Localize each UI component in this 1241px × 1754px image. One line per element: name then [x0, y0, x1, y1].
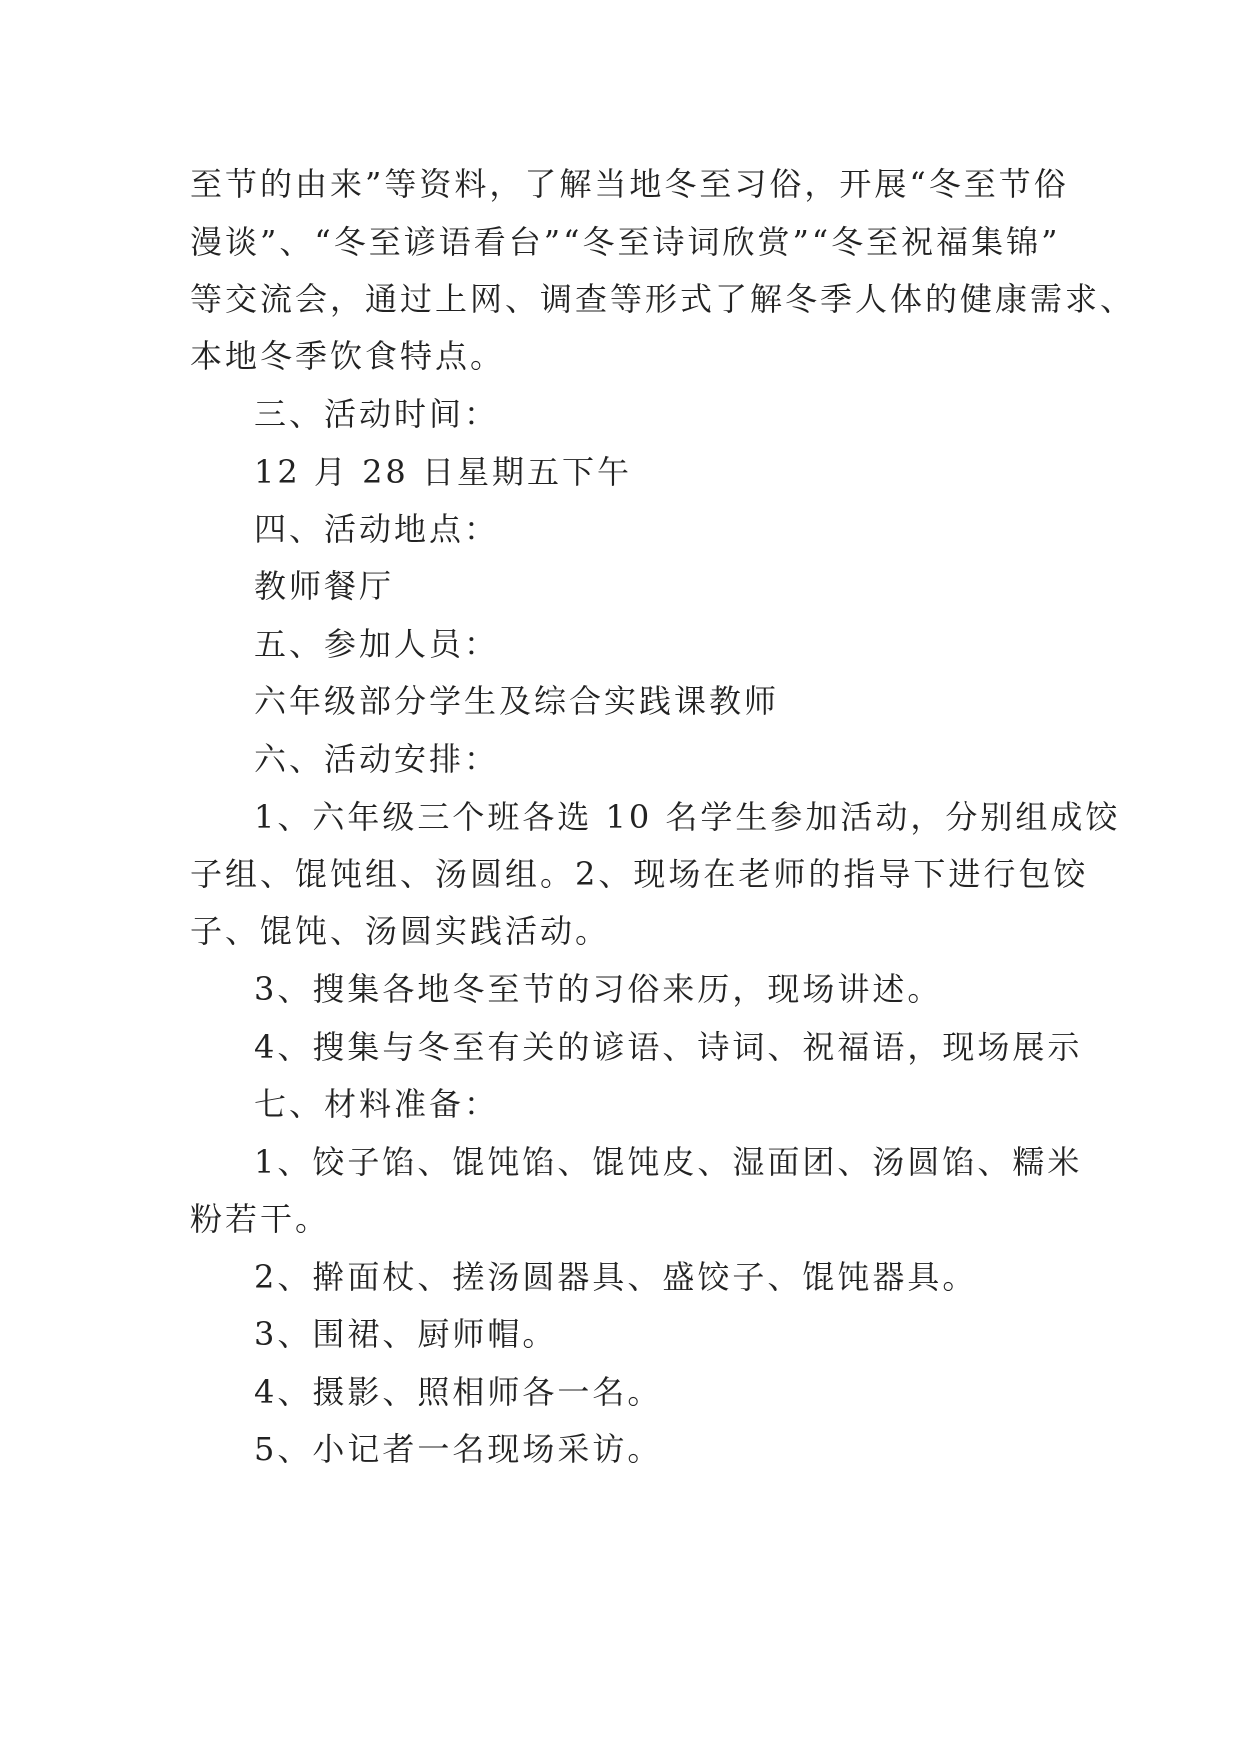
materials-item: 3、围裙、厨师帽。 [254, 1315, 558, 1353]
section-heading-time: 三、活动时间： [254, 395, 500, 433]
arrangement-item-continued: 子、馄饨、汤圆实践活动。 [190, 912, 611, 950]
section-heading-location: 四、活动地点： [254, 510, 500, 548]
materials-item: 5、小记者一名现场采访。 [254, 1430, 663, 1468]
arrangement-item: 4、搜集与冬至有关的谚语、诗词、祝福语，现场展示 [254, 1028, 1083, 1066]
section-heading-materials: 七、材料准备： [254, 1085, 500, 1123]
body-text-line: 等交流会，通过上网、调查等形式了解冬季人体的健康需求、 [190, 280, 1136, 318]
section-heading-arrangement: 六、活动安排： [254, 740, 500, 778]
materials-item: 2、擀面杖、搓汤圆器具、盛饺子、馄饨器具。 [254, 1258, 978, 1296]
arrangement-item: 3、搜集各地冬至节的习俗来历，现场讲述。 [254, 970, 943, 1008]
section-heading-participants: 五、参加人员： [254, 625, 500, 663]
arrangement-item: 1、六年级三个班各选 10 名学生参加活动，分别组成饺 [254, 798, 1121, 836]
activity-time: 12 月 28 日星期五下午 [254, 453, 632, 491]
activity-location: 教师餐厅 [254, 567, 395, 605]
arrangement-item-continued: 子组、馄饨组、汤圆组。2、现场在老师的指导下进行包饺 [190, 855, 1089, 893]
body-text-line: 漫谈”、“冬至谚语看台”“冬至诗词欣赏”“冬至祝福集锦” [190, 223, 1061, 261]
materials-item: 1、饺子馅、馄饨馅、馄饨皮、湿面团、汤圆馅、糯米 [254, 1143, 1083, 1181]
participants: 六年级部分学生及综合实践课教师 [254, 682, 780, 720]
materials-item-continued: 粉若干。 [190, 1200, 331, 1238]
materials-item: 4、摄影、照相师各一名。 [254, 1373, 663, 1411]
body-text-line: 至节的由来”等资料，了解当地冬至习俗，开展“冬至节俗 [190, 165, 1069, 203]
body-text-line: 本地冬季饮食特点。 [190, 337, 506, 375]
